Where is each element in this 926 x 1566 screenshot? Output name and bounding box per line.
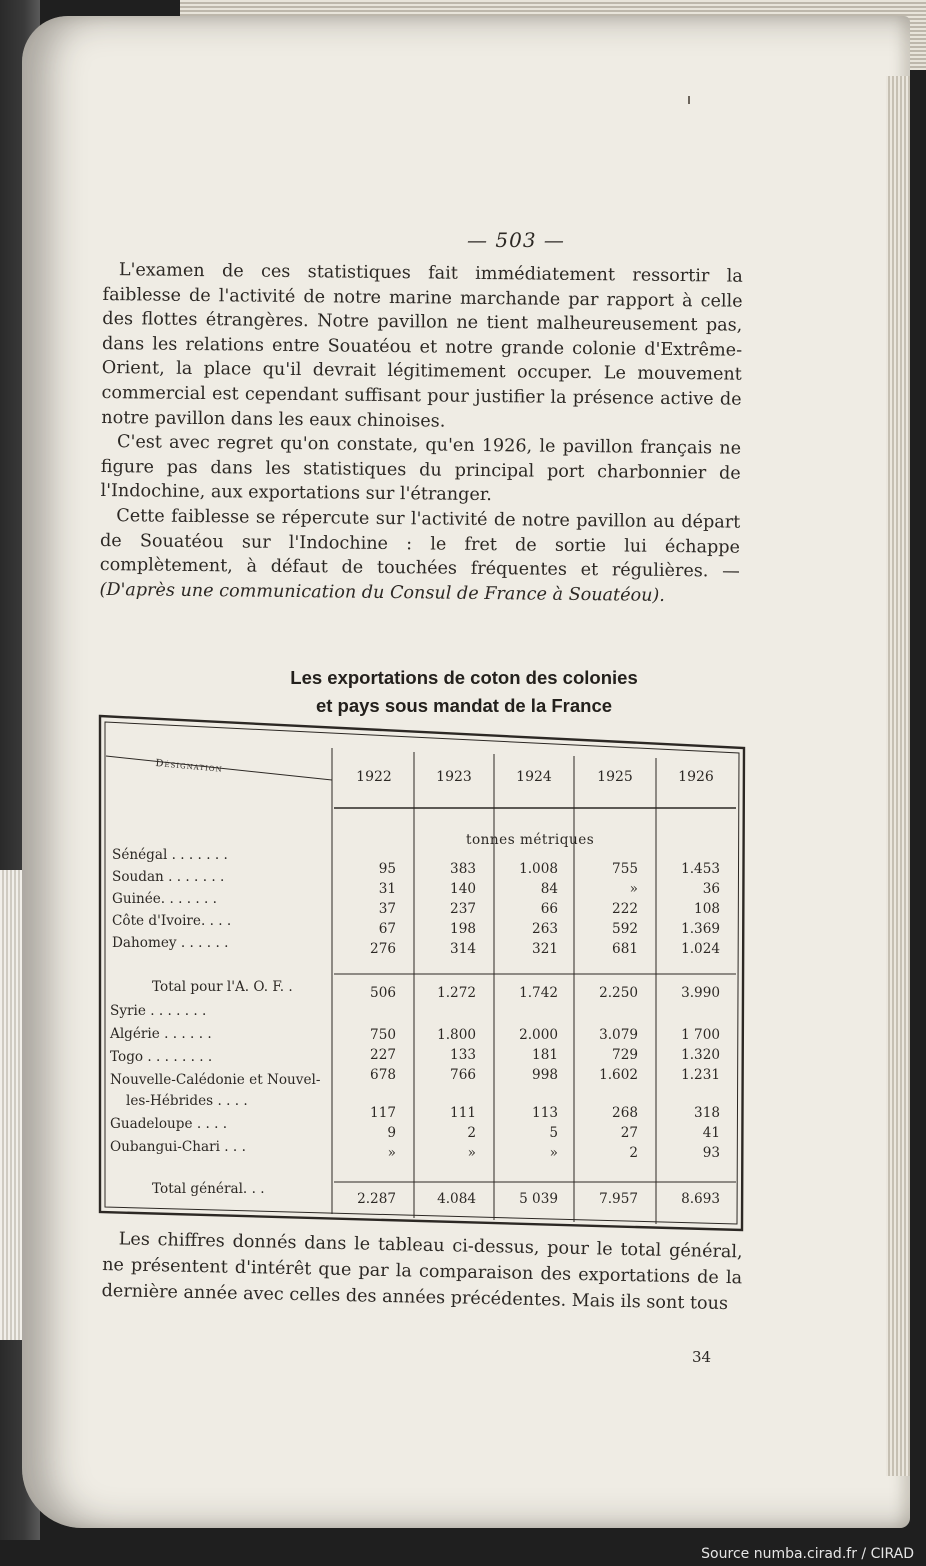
row-7-value-1923: 133	[450, 1047, 476, 1063]
row-11-value-1922: 9	[387, 1125, 396, 1141]
year-1923-header: 1923	[436, 769, 472, 785]
row-8-value-1925: 1.602	[599, 1067, 638, 1083]
row-9-label: Nouvelle-Calédonie et Nouvel-	[110, 1072, 321, 1088]
row-2-value-1924: 84	[540, 881, 558, 897]
paragraph-3	[99, 504, 740, 609]
year-1924-header: 1924	[516, 769, 552, 785]
row-11-value-1923: 2	[467, 1125, 476, 1141]
row-8-value-1923: 766	[450, 1067, 476, 1083]
page-edges-right	[886, 76, 910, 1476]
year-1925-header: 1925	[597, 769, 633, 785]
row-7-value-1925: 729	[612, 1047, 638, 1063]
citation: (D'après une communication du Consul de France à Souatéou).	[99, 579, 666, 606]
footer-text	[101, 1226, 742, 1317]
row-12-value-1923: »	[467, 1145, 476, 1161]
row-total-aof-value-1922: 506	[370, 985, 396, 1001]
row-5-value-1924: 321	[532, 941, 558, 957]
row-7-value-1922: 227	[370, 1047, 396, 1063]
row-6-label: Syrie . . . . . . .	[110, 1003, 207, 1019]
row-6-value-1924: 2.000	[519, 1027, 558, 1043]
paragraph-3-text: Cette faiblesse se répercute sur l'activité de notre pavillon au départ de Souatéou sur l'Indochine : le fret de sortie lui échappe complètement, à défaut de touchées fréquentes et régulières. —	[99, 506, 741, 582]
signature-number: 34	[692, 1348, 712, 1366]
row-total-aof-label: Total pour l'A. O. F. .	[152, 979, 293, 995]
row-2-value-1925: »	[629, 881, 638, 897]
row-2-label: Soudan . . . . . . .	[112, 869, 225, 885]
row-10-value-1922: 117	[370, 1105, 396, 1121]
row-4-value-1924: 263	[532, 921, 558, 937]
row-10-value-1926: 318	[694, 1105, 720, 1121]
row-3-value-1926: 108	[694, 901, 720, 917]
row-5-value-1926: 1.024	[681, 941, 720, 957]
row-6-value-1922: 750	[370, 1027, 396, 1043]
row-8-label: Togo . . . . . . . .	[110, 1049, 213, 1065]
row-2-value-1922: 31	[378, 881, 396, 897]
row-5-label: Dahomey . . . . . .	[112, 935, 229, 951]
table-frame	[96, 712, 748, 1242]
row-5-value-1922: 276	[370, 941, 396, 957]
year-1926-header: 1926	[678, 769, 714, 785]
row-total-general-label: Total général. . .	[152, 1181, 265, 1197]
row-1-label: Sénégal . . . . . . .	[112, 847, 228, 863]
row-12-value-1926: 93	[702, 1145, 720, 1161]
row-total-general-value-1924: 5 039	[519, 1191, 558, 1207]
row-5-value-1923: 314	[450, 941, 476, 957]
row-total-aof-value-1924: 1.742	[519, 985, 558, 1001]
year-1922-header: 1922	[356, 769, 392, 785]
row-total-aof-value-1923: 1.272	[437, 985, 476, 1001]
row-total-general-value-1926: 8.693	[681, 1191, 720, 1207]
row-3-value-1924: 66	[540, 901, 558, 917]
row-4-value-1926: 1.369	[681, 921, 720, 937]
row-11-value-1924: 5	[549, 1125, 558, 1141]
row-12-value-1924: »	[549, 1145, 558, 1161]
row-1-value-1924: 1.008	[519, 861, 558, 877]
page-edges-left	[0, 870, 22, 1340]
paragraph-1: L'examen de ces statistiques fait immédiatement ressortir la faiblesse de l'activité de notre marine marchande par rapport à celle des flottes étrangères. Notre pavillon ne tient malheureusement pas, dans les relations entre Souatéou et notre grande colonie d'Extrême-Orient, la place qu'il devrait légitimement occuper. Le mouvement commercial est cependant suffisant pour justifier la présence active de notre pavillon dans les eaux chinoises.	[101, 260, 743, 432]
row-total-general-value-1923: 4.084	[437, 1191, 476, 1207]
row-12-value-1925: 2	[629, 1145, 638, 1161]
row-4-value-1923: 198	[450, 921, 476, 937]
body-text	[99, 258, 743, 609]
row-3-value-1923: 237	[450, 901, 476, 917]
paragraph-2: C'est avec regret qu'on constate, qu'en 1926, le pavillon français ne figure pas dans les statistiques du principal port charbonnier de l'Indochine, aux exportations sur l'étranger.	[100, 432, 742, 506]
row-12-label: Oubangui-Chari . . .	[110, 1139, 246, 1155]
row-11-value-1925: 27	[620, 1125, 638, 1141]
row-8-value-1926: 1.231	[681, 1067, 720, 1083]
row-1-value-1925: 755	[612, 861, 638, 877]
row-4-label: Côte d'Ivoire. . . .	[112, 913, 232, 929]
row-12-value-1922: »	[387, 1145, 396, 1161]
row-7-value-1926: 1.320	[681, 1047, 720, 1063]
row-5-value-1925: 681	[612, 941, 638, 957]
source-credit: Source numba.cirad.fr / CIRAD	[701, 1546, 914, 1562]
row-6-value-1926: 1 700	[681, 1027, 720, 1043]
row-10-value-1924: 113	[532, 1105, 558, 1121]
page-number: — 503 —	[467, 228, 565, 252]
row-4-value-1922: 67	[378, 921, 396, 937]
row-11-value-1926: 41	[702, 1125, 720, 1141]
cotton-export-table	[96, 712, 748, 1242]
row-total-aof-value-1925: 2.250	[599, 985, 638, 1001]
table-title-line-1: Les exportations de coton des colonies	[290, 667, 638, 688]
designation-header: Désignation	[155, 758, 224, 775]
row-3-value-1925: 222	[612, 901, 638, 917]
row-4-value-1925: 592	[612, 921, 638, 937]
row-1-value-1922: 95	[378, 861, 396, 877]
row-1-value-1923: 383	[450, 861, 476, 877]
row-8-value-1922: 678	[370, 1067, 396, 1083]
row-11-label: Guadeloupe . . . .	[110, 1116, 228, 1132]
ink-mark	[688, 96, 690, 104]
row-1-value-1926: 1.453	[681, 861, 720, 877]
row-10-label: les-Hébrides . . . .	[126, 1093, 248, 1109]
row-6-value-1923: 1.800	[437, 1027, 476, 1043]
row-total-general-value-1922: 2.287	[357, 1191, 396, 1207]
row-2-value-1926: 36	[702, 881, 720, 897]
row-7-label: Algérie . . . . . .	[110, 1026, 212, 1042]
row-10-value-1925: 268	[612, 1105, 638, 1121]
units-label: tonnes métriques	[466, 832, 595, 848]
row-total-general-value-1925: 7.957	[599, 1191, 638, 1207]
row-6-value-1925: 3.079	[599, 1027, 638, 1043]
row-3-value-1922: 37	[378, 901, 396, 917]
table-title-line-2: et pays sous mandat de la France	[315, 695, 613, 716]
row-3-label: Guinée. . . . . . .	[112, 891, 217, 907]
row-10-value-1923: 111	[450, 1105, 476, 1121]
row-total-aof-value-1926: 3.990	[681, 985, 720, 1001]
row-8-value-1924: 998	[532, 1067, 558, 1083]
row-7-value-1924: 181	[532, 1047, 558, 1063]
row-2-value-1923: 140	[450, 881, 476, 897]
footer-paragraph: Les chiffres donnés dans le tableau ci-dessus, pour le total général, ne présentent d'intérêt que par la comparaison des exportations de la dernière année avec celles des années précédentes. Mais ils sont tous	[101, 1229, 743, 1315]
